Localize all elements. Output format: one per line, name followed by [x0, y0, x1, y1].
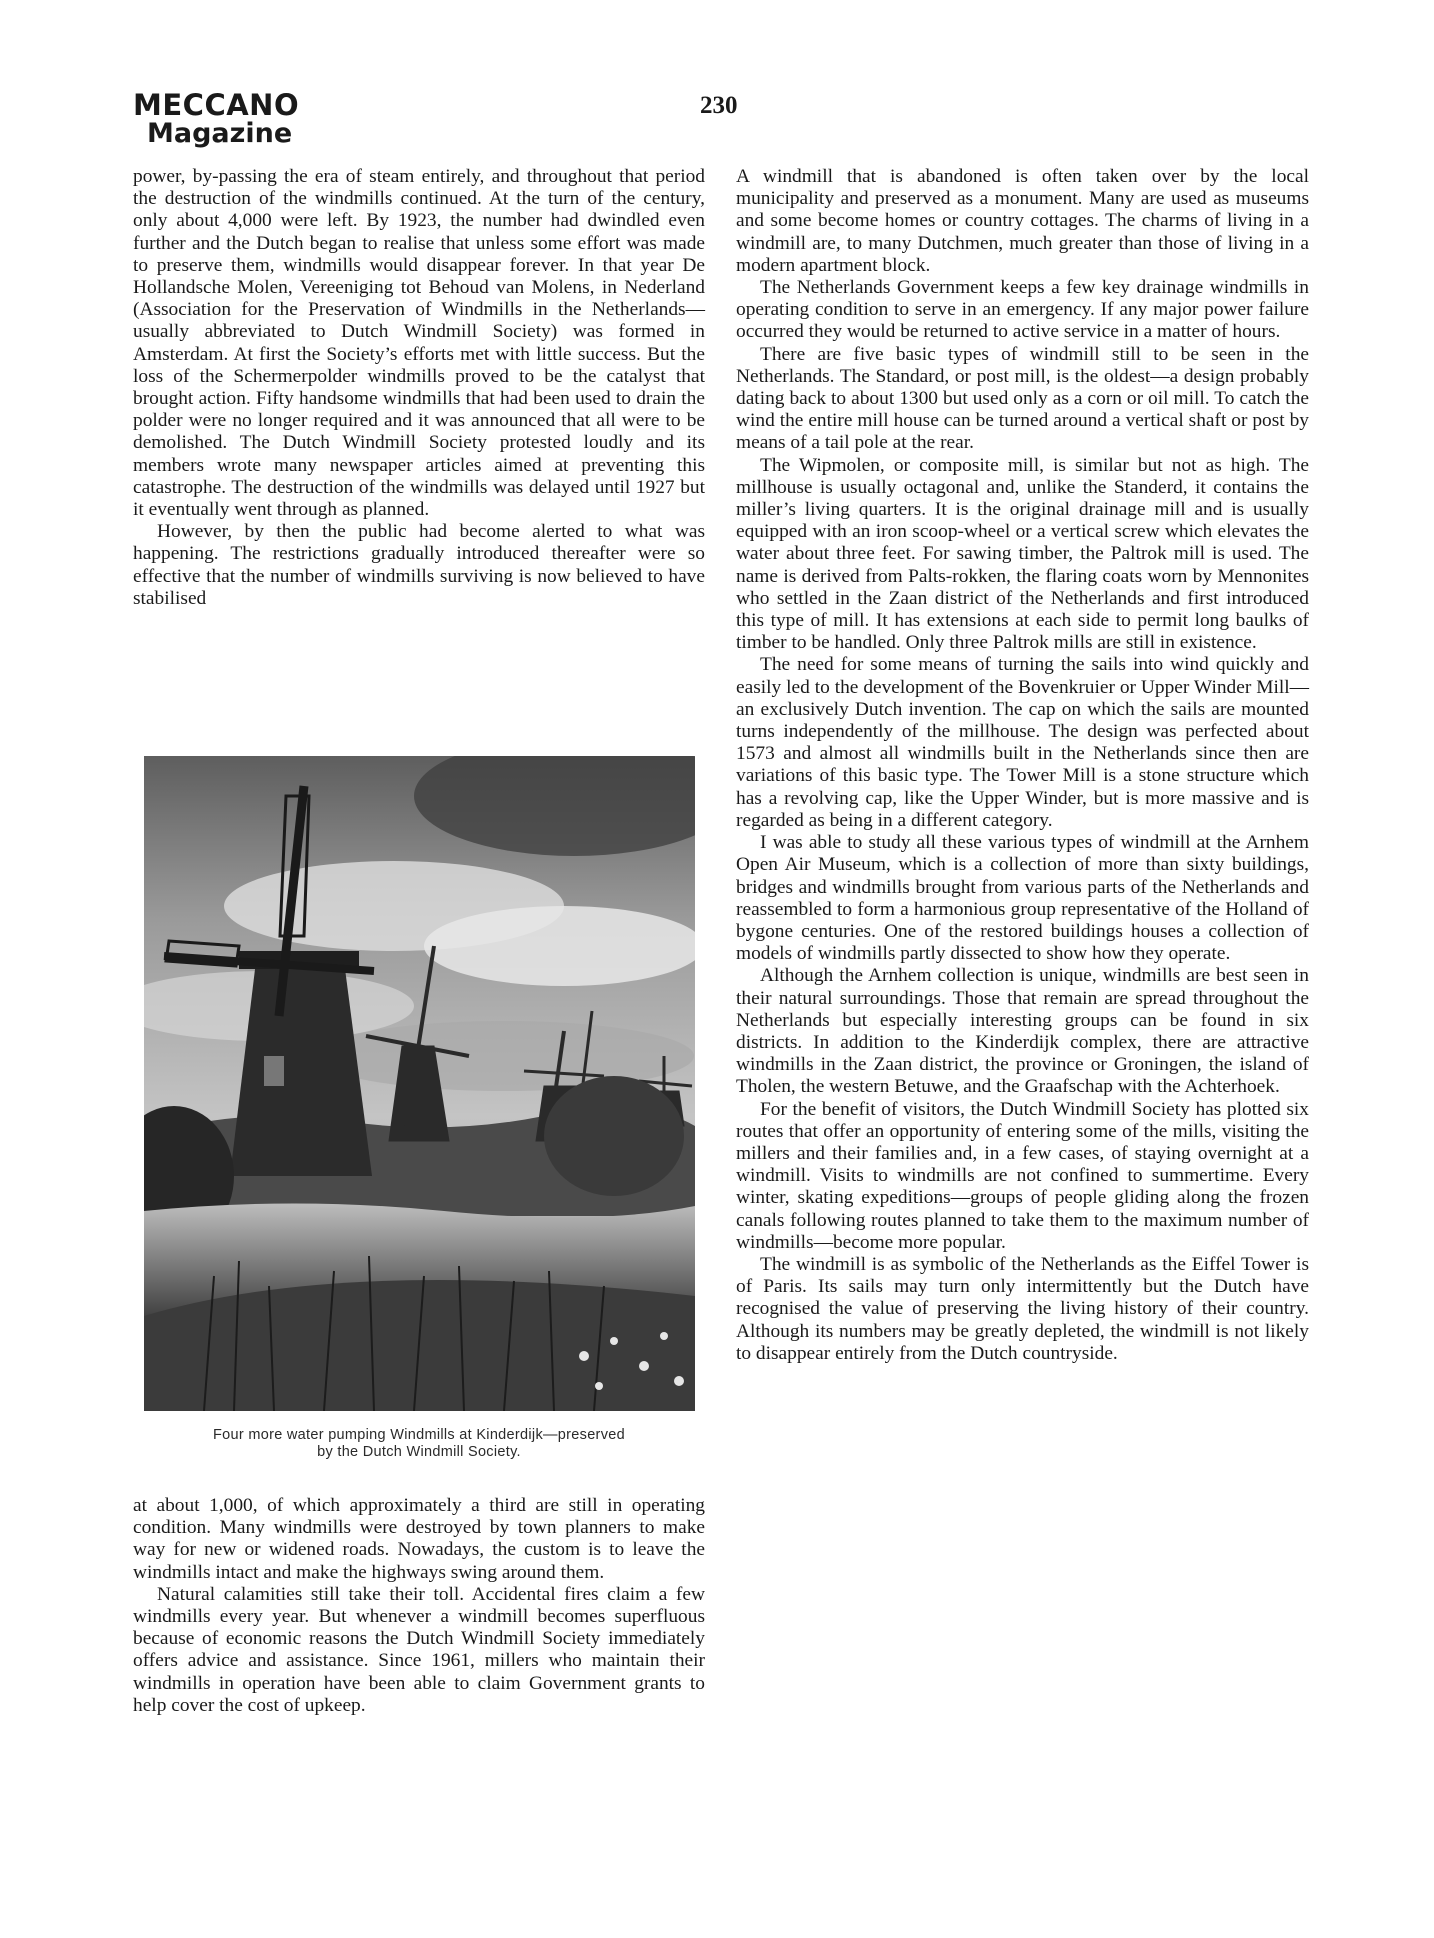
caption-line: Four more water pumping Windmills at Kinderdijk—preserved: [213, 1427, 625, 1443]
article-paragraph: A windmill that is abandoned is often taken over by the local municipality and preserved as a monument. Many are used as museums and some become homes or country cottages. The charms of living in a windmill are, to many Dutchmen, much greater than those of living in a modern apartment block.: [736, 166, 1309, 276]
article-paragraph: For the benefit of visitors, the Dutch Windmill Society has plotted six routes that offer an opportunity of entering some of the mills, visiting the millers and their families and, in a few cases, of staying overnight at a windmill. Visits to windmills are not confined to summertime. Every winter, skating expeditions—groups of people gliding along the frozen canals following routes planned to take them to the maximum number of windmills—become more popular.: [736, 1098, 1309, 1253]
masthead: [133, 90, 299, 149]
article-paragraph: The need for some means of turning the sails into wind quickly and easily led to the development of the Bovenkruier or Upper Winder Mill—an exclusively Dutch invention. The cap on which the sails are mounted turns independently of the millhouse. The design was perfected about 1573 and almost all windmills built in the Netherlands since then are variations of this basic type. The Tower Mill is a stone structure which has a revolving cap, like the Upper Winder, but is more massive and is regarded as being in a different category.: [736, 654, 1309, 831]
article-paragraph: at about 1,000, of which approximately a third are still in operating condition. Many windmills were destroyed by town planners to make way for new or widened roads. Nowadays, the custom is to leave the windmills intact and make the highways swing around them.: [133, 1495, 705, 1583]
caption-line: by the Dutch Windmill Society.: [317, 1444, 521, 1460]
article-column-left-bottom: [133, 1495, 705, 1717]
article-paragraph: The Wipmolen, or composite mill, is similar but not as high. The millhouse is usually octagonal and, unlike the Standerd, it contains the miller’s living quarters. It is the original drainage mill and is usually equipped with an iron scoop-wheel or a vertical screw which elevates the water about three feet. For sawing timber, the Paltrok mill is used. The name is derived from Palts-rokken, the flaring coats worn by Mennonites who settled in the Zaan district of the Netherlands and first introduced this type of mill. It has extensions at each side to permit long baulks of timber to be handled. Only three Paltrok mills are still in existence.: [736, 454, 1309, 654]
page-number: 230: [700, 92, 738, 119]
article-paragraph: However, by then the public had become alerted to what was happening. The restrictions gradually introduced thereafter were so effective that the number of windmills surviving is now believed to have stabilised: [133, 521, 705, 609]
article-paragraph: I was able to study all these various types of windmill at the Arnhem Open Air Museum, which is a collection of more than sixty buildings, bridges and windmills brought from various parts of the Netherlands and reassembled to form a harmonious group representative of the Holland of bygone centuries. One of the restored buildings houses a collection of models of windmills partly dissected to show how they operate.: [736, 832, 1309, 965]
masthead-title: MECCANO: [133, 88, 300, 122]
photo-caption: [133, 1427, 705, 1461]
article-paragraph: There are five basic types of windmill still to be seen in the Netherlands. The Standard, or post mill, is the oldest—a design probably dating back to about 1300 but used only as a corn or oil mill. To catch the wind the entire mill house can be turned around a vertical shaft or post by means of a tail pole at the rear.: [736, 343, 1309, 454]
article-paragraph: The windmill is as symbolic of the Netherlands as the Eiffel Tower is of Paris. Its sails may turn only intermittently but the Dutch have recognised the value of preserving the living history of their country. Although its numbers may be greatly depleted, the windmill is not likely to disappear entirely from the Dutch countryside.: [736, 1253, 1309, 1364]
article-column-left-top: [133, 166, 705, 610]
windmills-photo: [144, 756, 695, 1411]
article-paragraph: power, by-passing the era of steam entirely, and throughout that period the destruction of the windmills continued. At the turn of the century, only about 4,000 were left. By 1923, the number had dwindled even further and the Dutch began to realise that unless some effort was made to preserve them, windmills would disappear forever. In that year De Hollandsche Molen, Vereeniging tot Behoud van Molens, in Nederland (Association for the Preservation of Windmills in the Netherlands—usually abbreviated to Dutch Windmill Society) was formed in Amsterdam. At first the Society’s efforts met with little success. But the loss of the Schermerpolder windmills proved to be the catalyst that brought action. Fifty handsome windmills that had been used to drain the polder were no longer required and it was announced that all were to be demolished. The Dutch Windmill Society protested loudly and its members wrote many newspaper articles aimed at preventing this catastrophe. The destruction of the windmills was delayed until 1927 but it eventually went through as planned.: [133, 166, 705, 521]
masthead-subtitle: Magazine: [147, 118, 293, 150]
article-column-right: [736, 166, 1309, 1365]
article-paragraph: Natural calamities still take their toll. Accidental fires claim a few windmills every year. But whenever a windmill becomes superfluous because of economic reasons the Dutch Windmill Society immediately offers advice and assistance. Since 1961, millers who maintain their windmills in operation have been able to claim Government grants to help cover the cost of upkeep.: [133, 1583, 705, 1716]
article-paragraph: The Netherlands Government keeps a few key drainage windmills in operating condition to serve in an emergency. If any major power failure occurred they would be returned to active service in a matter of hours.: [736, 277, 1309, 343]
article-paragraph: Although the Arnhem collection is unique, windmills are best seen in their natural surroundings. Those that remain are spread throughout the Netherlands but especially interesting groups can be found in six districts. In addition to the Kinderdijk complex, there are attractive windmills in the Zaan district, the province or Groningen, the island of Tholen, the western Betuwe, and the Graafschap with the Achterhoek.: [736, 965, 1309, 1098]
